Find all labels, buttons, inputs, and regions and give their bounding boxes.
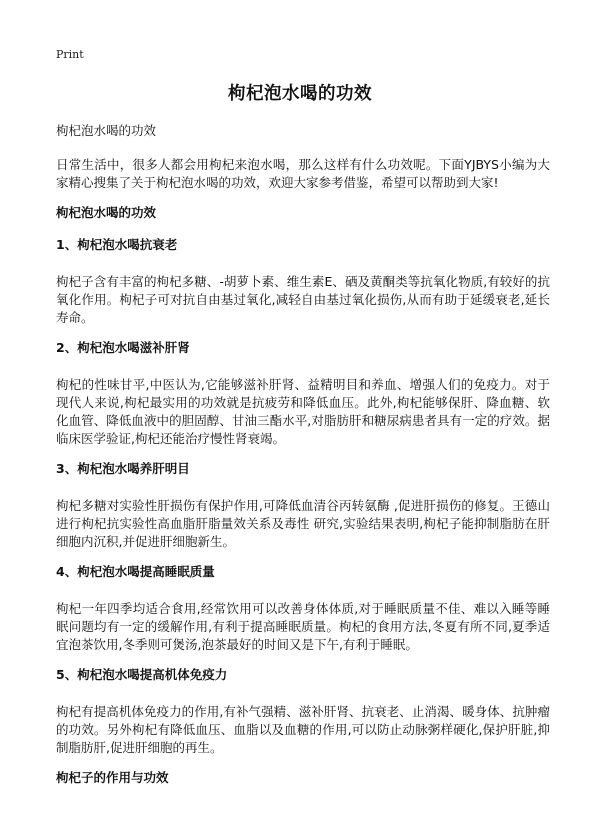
section-paragraph-3: 枸杞多糖对实验性肝损伤有保护作用,可降低血清谷丙转氨酶 ,促进肝损伤的修复。王德山进行枸杞抗实验性高血脂肝脂量效关系及毒性 研究,实验结果表明,枸杞子能抑制脂肪在肝细胞内沉积,并促进肝细胞新生。: [56, 498, 550, 549]
section-heading-3: 3、枸杞泡水喝养肝明目: [56, 461, 190, 476]
section-heading-main: 枸杞泡水喝的功效: [56, 205, 157, 220]
page-title: 枸杞泡水喝的功效: [228, 84, 372, 104]
section-heading-4: 4、枸杞泡水喝提高睡眠质量: [56, 564, 215, 579]
article-body: [56, 122, 550, 806]
section-paragraph-5: 枸杞有提高机体免疫力的作用,有补气强精、滋补肝肾、抗衰老、止消渴、暖身体、抗肿瘤的功效。另外枸杞有降低血压、血脂以及血糖的作用,可以防止动脉粥样硬化,保护肝脏,抑制脂肪肝,促进肝细胞的再生。: [56, 704, 550, 755]
section-heading-2: 2、枸杞泡水喝滋补肝肾: [56, 340, 190, 355]
intro-paragraph: 日常生活中，很多人都会用枸杞来泡水喝，那么这样有什么功效呢。下面YJBYS小编为大家精心搜集了关于枸杞泡水喝的功效，欢迎大家参考借鉴，希望可以帮助到大家!: [56, 157, 550, 190]
section-paragraph-4: 枸杞一年四季均适合食用,经常饮用可以改善身体体质,对于睡眠质量不佳、难以入睡等睡眠问题均有一定的缓解作用,有利于提高睡眠质量。枸杞的食用方法,冬夏有所不同,夏季适宜泡茶饮用,冬季则可煲汤,泡茶最好的时间又是下午,有利于睡眠。: [56, 601, 550, 652]
section-paragraph-2: 枸杞的性味甘平,中医认为,它能够滋补肝肾、益精明目和养血、增强人们的免疫力。对于现代人来说,枸杞最实用的功效就是抗疲劳和降低血压。此外,枸杞能够保肝、降血糖、软化血管、降低血液中的胆固醇、甘油三酯水平,对脂肪肝和糖尿病患者具有一定的疗效。据临床医学验证,枸杞还能治疗慢性肾衰竭。: [56, 377, 550, 446]
section-heading-1: 1、枸杞泡水喝抗衰老: [56, 237, 178, 252]
section-paragraph-1: 枸杞子含有丰富的枸杞多糖、-胡萝卜素、维生素E、硒及黄酮类等抗氧化物质,有较好的抗氧化作用。枸杞子可对抗自由基过氧化,减轻自由基过氧化损伤,从而有助于延缓衰老,延长寿命。: [56, 274, 550, 325]
section-heading-last: 枸杞子的作用与功效: [56, 770, 169, 785]
section-heading-5: 5、枸杞泡水喝提高机体免疫力: [56, 667, 228, 682]
print-link[interactable]: Print: [56, 48, 84, 61]
article-subtitle: 枸杞泡水喝的功效: [56, 123, 157, 138]
